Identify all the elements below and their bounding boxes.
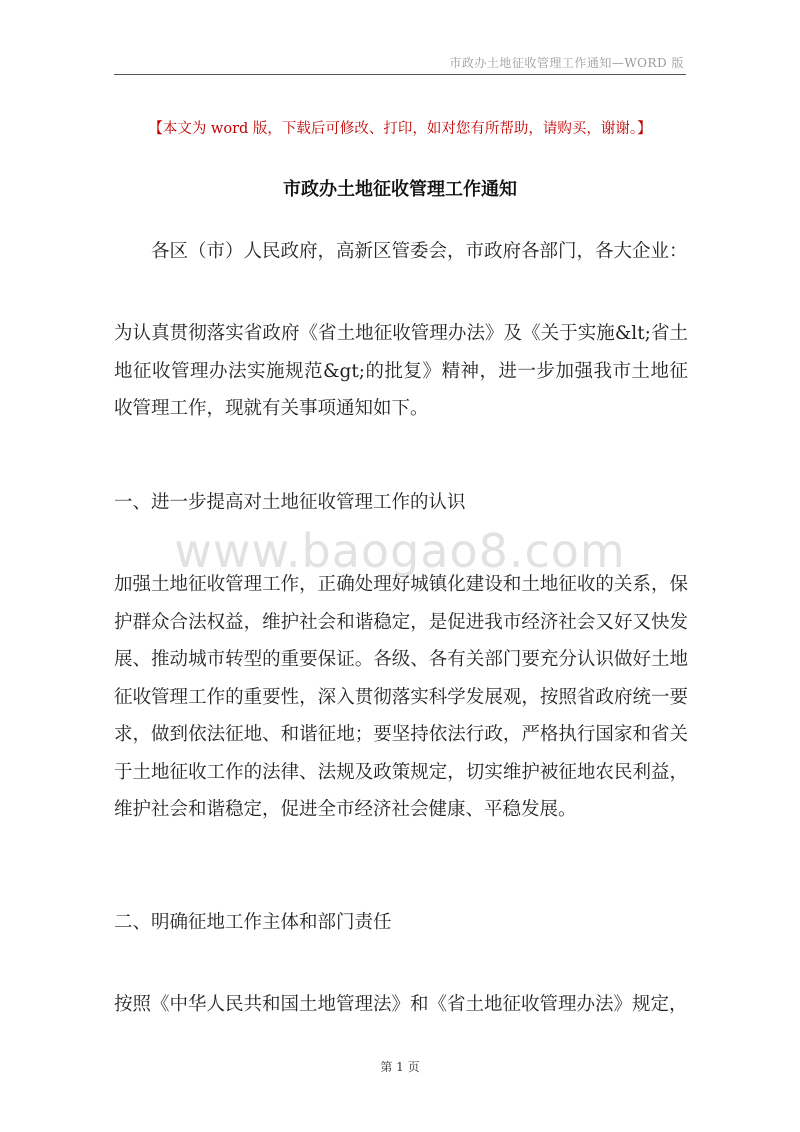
section-2-body: 按照《中华人民共和国土地管理法》和《省土地征收管理办法》规定， (114, 994, 688, 1015)
page-number: 第 1 页 (380, 1060, 420, 1074)
document-title: 市政办土地征收管理工作通知 (283, 179, 517, 200)
section-1-body: 加强土地征收管理工作，正确处理好城镇化建设和土地征收的关系，保护群众合法权益，维护社会和谐稳定，是促进我市经济社会又好又快发展、推动城市转型的重要保证。各级、各有关部门要充分认识做好土地征收管理工作的重要性，深入贯彻落实科学发展观，按照省政府统一要求，做到依法征地、和谐征地；要坚持依法行政，严格执行国家和省关于土地征收工作的法律、法规及政策规定，切实维护被征地农民利益，维护社会和谐稳定，促进全市经济社会健康、平稳发展。 (114, 574, 688, 820)
section-1-heading: 一、进一步提高对土地征收管理工作的认识 (114, 492, 466, 513)
header-divider (114, 74, 686, 75)
running-header: 市政办土地征收管理工作通知—WORD 版 (449, 56, 684, 70)
word-version-notice: 【本文为 word 版，下载后可修改、打印，如对您有所帮助，请购买，谢谢。】 (148, 121, 652, 137)
section-2-heading: 二、明确征地工作主体和部门责任 (114, 912, 392, 933)
salutation: 各区（市）人民政府，高新区管委会，市政府各部门，各大企业： (151, 241, 688, 262)
intro-paragraph: 为认真贯彻落实省政府《省土地征收管理办法》及《关于实施&lt;省土地征收管理办法实施规范&gt;的批复》精神，进一步加强我市土地征收管理工作，现就有关事项通知如下。 (114, 323, 688, 419)
watermark: www.baogao8.com (174, 524, 626, 578)
